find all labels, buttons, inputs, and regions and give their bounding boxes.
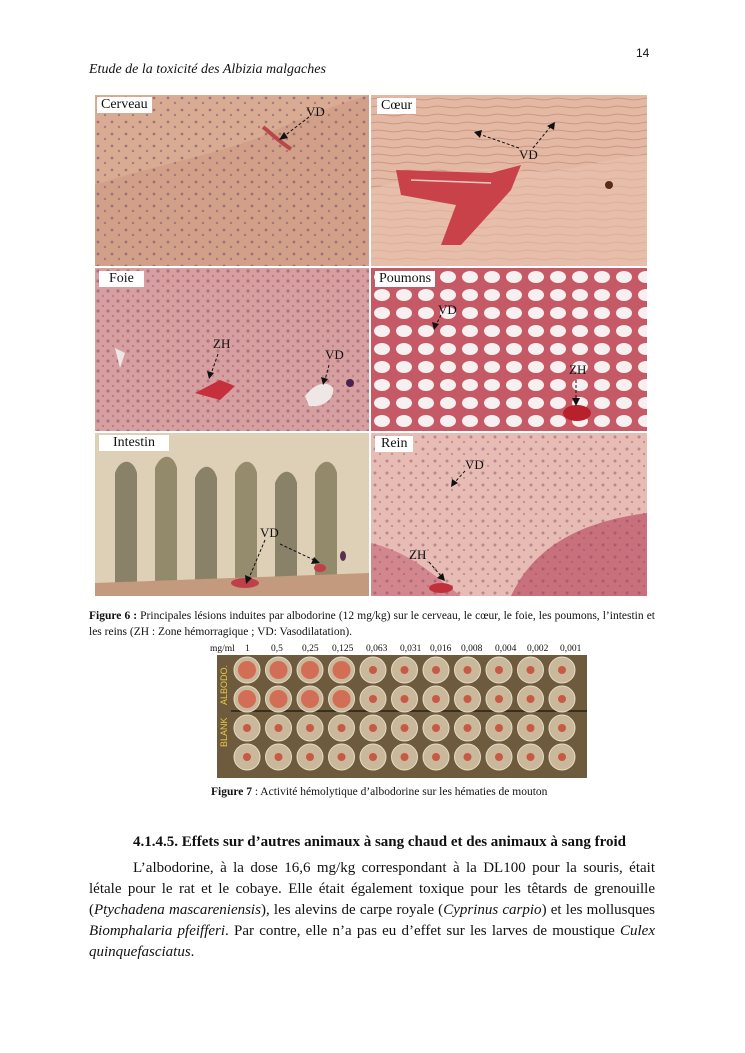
concentration-label: 0,031 [400, 644, 422, 654]
well-pellet [369, 753, 377, 761]
arrow-icon [426, 560, 451, 585]
well-pellet [301, 661, 319, 679]
well-pellet [464, 695, 472, 703]
well-pellet [558, 695, 566, 703]
well-pellet [527, 724, 535, 732]
well-pellet [558, 666, 566, 674]
concentration-unit: mg/ml [210, 644, 235, 654]
row-label-albodo: ALBODO. [219, 664, 229, 705]
species-name: Ptychadena mascareniensis [94, 902, 261, 918]
body-paragraph [89, 858, 655, 963]
well-pellet [306, 724, 314, 732]
figure-6-label: Figure 6 : [89, 610, 138, 622]
well-pellet [527, 695, 535, 703]
well-pellet [464, 724, 472, 732]
well-pellet [432, 695, 440, 703]
panel-cerveau [95, 95, 369, 266]
arrow-icon [471, 120, 561, 155]
annotation-zh: ZH [569, 362, 587, 377]
concentration-label: 0,063 [366, 644, 388, 654]
tissue-image-cerveau [95, 95, 369, 266]
arrow-icon [203, 352, 223, 382]
annotation-zh: ZH [213, 336, 231, 351]
well-pellet [495, 724, 503, 732]
well-pellet [238, 661, 256, 679]
panel-label-intestin: Intestin [99, 435, 169, 451]
annotation-vd: VD [325, 347, 344, 362]
well-pellet [275, 724, 283, 732]
panel-poumons [371, 268, 647, 431]
page-number: 14 [636, 46, 650, 60]
figure-7-well-plate [217, 655, 587, 778]
concentration-label: 1 [245, 644, 250, 654]
well-pellet [301, 690, 319, 708]
paragraph-run: . [190, 944, 195, 960]
arrow-icon [275, 115, 315, 145]
well-pellet [369, 695, 377, 703]
arrow-icon [429, 313, 449, 333]
figure-7-caption [211, 786, 547, 798]
well-pellet [369, 724, 377, 732]
well-pellet [401, 724, 409, 732]
concentration-label: 0,5 [271, 644, 283, 654]
paragraph-run: ) et les mollusques [541, 902, 655, 918]
well-pellet [464, 666, 472, 674]
concentration-label: 0,016 [430, 644, 452, 654]
well-pellet [270, 690, 288, 708]
figure-6-caption [89, 608, 655, 640]
annotation-vd: VD [519, 147, 538, 162]
panel-label-cerveau: Cerveau [97, 97, 152, 113]
annotation-vd: VD [438, 302, 457, 317]
well-pellet [401, 753, 409, 761]
concentration-label: 0,125 [332, 644, 354, 654]
panel-foie [95, 268, 369, 431]
tissue-image-rein [371, 433, 647, 596]
panel-label-poumons: Poumons [375, 271, 435, 287]
well-pellet [432, 753, 440, 761]
concentration-label: 0,008 [461, 644, 483, 654]
section-heading: 4.1.4.5. Effets sur d’autres animaux à sang chaud et des animaux à sang froid [133, 834, 626, 850]
panel-label-rein: Rein [375, 436, 413, 452]
well-pellet [401, 695, 409, 703]
well-pellet [338, 724, 346, 732]
figure-7-caption-text: : Activité hémolytique d’albodorine sur les hématies de mouton [252, 786, 548, 798]
arrow-icon [569, 378, 583, 408]
well-pellet [401, 666, 409, 674]
panel-label-foie: Foie [99, 271, 144, 287]
paragraph-run: ), les alevins de carpe royale ( [260, 902, 444, 918]
well-plate-image [217, 655, 587, 778]
well-pellet [369, 666, 377, 674]
figure-6-caption-text: Principales lésions induites par albodorine (12 mg/kg) sur le cerveau, le cœur, le foie, les poumons, l’intestin et les reins (ZH : Zone hémorragique ; VD: Vasodilatation). [89, 610, 655, 638]
figure-7-label: Figure 7 [211, 786, 252, 798]
species-name: Culex quinquefasciatus [89, 923, 655, 960]
well-pellet [558, 753, 566, 761]
well-pellet [238, 690, 256, 708]
well-pellet [333, 690, 351, 708]
well-pellet [558, 724, 566, 732]
well-pellet [275, 753, 283, 761]
annotation-vd: VD [306, 104, 325, 119]
tissue-image-intestin [95, 433, 369, 596]
row-label-blank: BLANK [219, 717, 229, 747]
paragraph-run: . Par contre, elle n’a pas eu d’effet sur les larves de moustique [225, 923, 620, 939]
well-pellet [527, 666, 535, 674]
well-pellet [495, 695, 503, 703]
well-pellet [243, 724, 251, 732]
well-pellet [464, 753, 472, 761]
arrow-icon [317, 363, 337, 388]
annotation-vd: VD [260, 525, 279, 540]
panel-intestin [95, 433, 369, 596]
well-pellet [495, 666, 503, 674]
annotation-zh: ZH [409, 547, 427, 562]
arrow-icon [240, 538, 325, 588]
paragraph-text [89, 858, 655, 963]
species-name: Cyprinus carpio [443, 902, 542, 918]
running-header: Etude de la toxicité des Albizia malgaches [89, 62, 326, 77]
well-pellet [527, 753, 535, 761]
concentration-label: 0,004 [495, 644, 517, 654]
well-pellet [333, 661, 351, 679]
concentration-label: 0,002 [527, 644, 549, 654]
panel-rein [371, 433, 647, 596]
well-pellet [495, 753, 503, 761]
well-pellet [243, 753, 251, 761]
concentration-label: 0,25 [302, 644, 319, 654]
annotation-vd: VD [465, 457, 484, 472]
well-pellet [306, 753, 314, 761]
arrow-icon [446, 469, 471, 491]
species-name: Biomphalaria pfeifferi [89, 923, 226, 939]
panel-coeur [371, 95, 647, 266]
well-pellet [432, 666, 440, 674]
well-pellet [338, 753, 346, 761]
well-pellet [270, 661, 288, 679]
concentration-label: 0,001 [560, 644, 582, 654]
panel-label-coeur: Cœur [377, 98, 416, 114]
paragraph-run: L’albodorine, à la dose 16,6 mg/kg correspondant à la DL100 pour la souris, était létale pour le rat et le cobaye. Elle était également toxique pour les têtards de grenouille ( [89, 860, 655, 918]
tissue-image-poumons [371, 268, 647, 431]
well-pellet [432, 724, 440, 732]
